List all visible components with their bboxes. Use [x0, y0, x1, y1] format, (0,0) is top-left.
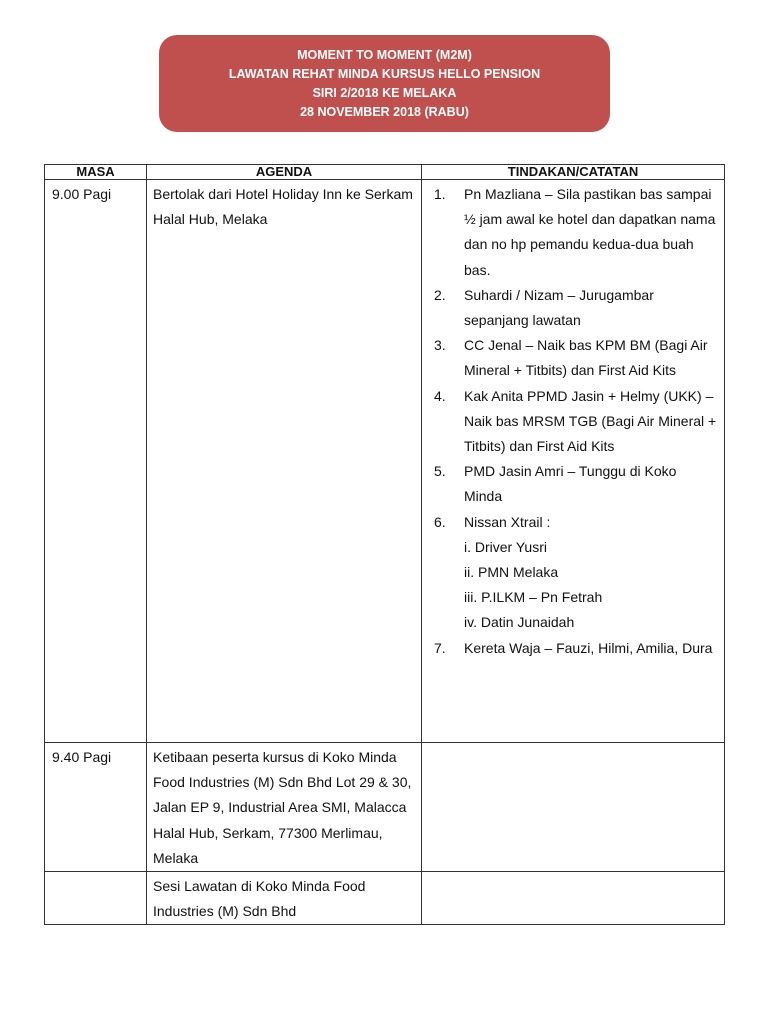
item-text: CC Jenal – Naik bas KPM BM (Bagi Air Mineral + Titbits) dan First Aid Kits	[464, 337, 708, 379]
item-number: 7.	[434, 639, 446, 656]
list-item	[434, 384, 718, 460]
title-banner	[159, 35, 610, 132]
title-line-4: 28 NOVEMBER 2018 (RABU)	[300, 104, 469, 119]
column-header-masa: MASA	[45, 165, 147, 180]
item-text: PMD Jasin Amri – Tunggu di Koko Minda	[464, 463, 677, 505]
notes-cell	[422, 872, 725, 925]
action-list	[428, 182, 718, 661]
item-text: Nissan Xtrail :	[464, 513, 551, 530]
item-number: 1.	[434, 186, 446, 202]
notes-cell	[422, 743, 725, 872]
table-row	[45, 872, 725, 925]
title-line-1: MOMENT TO MOMENT (M2M)	[297, 47, 472, 62]
table-header-row	[45, 165, 725, 180]
sub-item: ii. PMN Melaka	[464, 564, 559, 581]
agenda-table	[44, 164, 725, 925]
list-item	[434, 333, 718, 383]
agenda-cell: Sesi Lawatan di Koko Minda Food Industries (M) Sdn Bhd	[147, 872, 422, 925]
sub-item: iv. Datin Junaidah	[464, 614, 575, 631]
list-item	[434, 459, 718, 509]
list-item	[434, 283, 718, 333]
item-number: 3.	[434, 337, 446, 354]
sub-item: iii. P.ILKM – Pn Fetrah	[464, 589, 603, 606]
title-line-3: SIRI 2/2018 KE MELAKA	[312, 85, 457, 100]
list-item	[434, 182, 718, 283]
column-header-tindakan: TINDAKAN/CATATAN	[422, 165, 725, 180]
table-row	[45, 743, 725, 872]
item-text: Kak Anita PPMD Jasin + Helmy (UKK) – Naik bas MRSM TGB (Bagi Air Mineral + Titbits) dan First Aid Kits	[464, 387, 717, 455]
agenda-cell: Bertolak dari Hotel Holiday Inn ke Serkam Halal Hub, Melaka	[147, 180, 422, 743]
masa-cell: 9.00 Pagi	[45, 180, 147, 743]
list-item	[434, 636, 718, 661]
item-text: Pn Mazliana – Sila pastikan bas sampai ½ jam awal ke hotel dan dapatkan nama dan no hp pemandu kedua-dua buah bas.	[464, 186, 716, 278]
masa-cell: 9.40 Pagi	[45, 743, 147, 872]
item-body	[464, 510, 718, 636]
notes-cell	[422, 180, 725, 743]
sub-item: i. Driver Yusri	[464, 538, 547, 555]
item-number: 2.	[434, 286, 446, 303]
title-line-2: LAWATAN REHAT MINDA KURSUS HELLO PENSION	[228, 66, 541, 81]
item-text: Suhardi / Nizam – Jurugambar sepanjang lawatan	[464, 286, 654, 329]
item-number: 6.	[434, 513, 446, 530]
masa-cell	[45, 872, 147, 925]
column-header-agenda: AGENDA	[147, 165, 422, 180]
agenda-cell: Ketibaan peserta kursus di Koko Minda Food Industries (M) Sdn Bhd Lot 29 & 30, Jalan EP 9, Industrial Area SMI, Malacca Halal Hub, Serkam, 77300 Merlimau, Melaka	[147, 743, 422, 872]
table-row	[45, 180, 725, 743]
item-text: Kereta Waja – Fauzi, Hilmi, Amilia, Dura	[464, 639, 713, 656]
nissan-sublist	[464, 535, 718, 636]
item-number: 5.	[434, 463, 446, 480]
item-number: 4.	[434, 387, 446, 404]
list-item	[434, 510, 718, 636]
